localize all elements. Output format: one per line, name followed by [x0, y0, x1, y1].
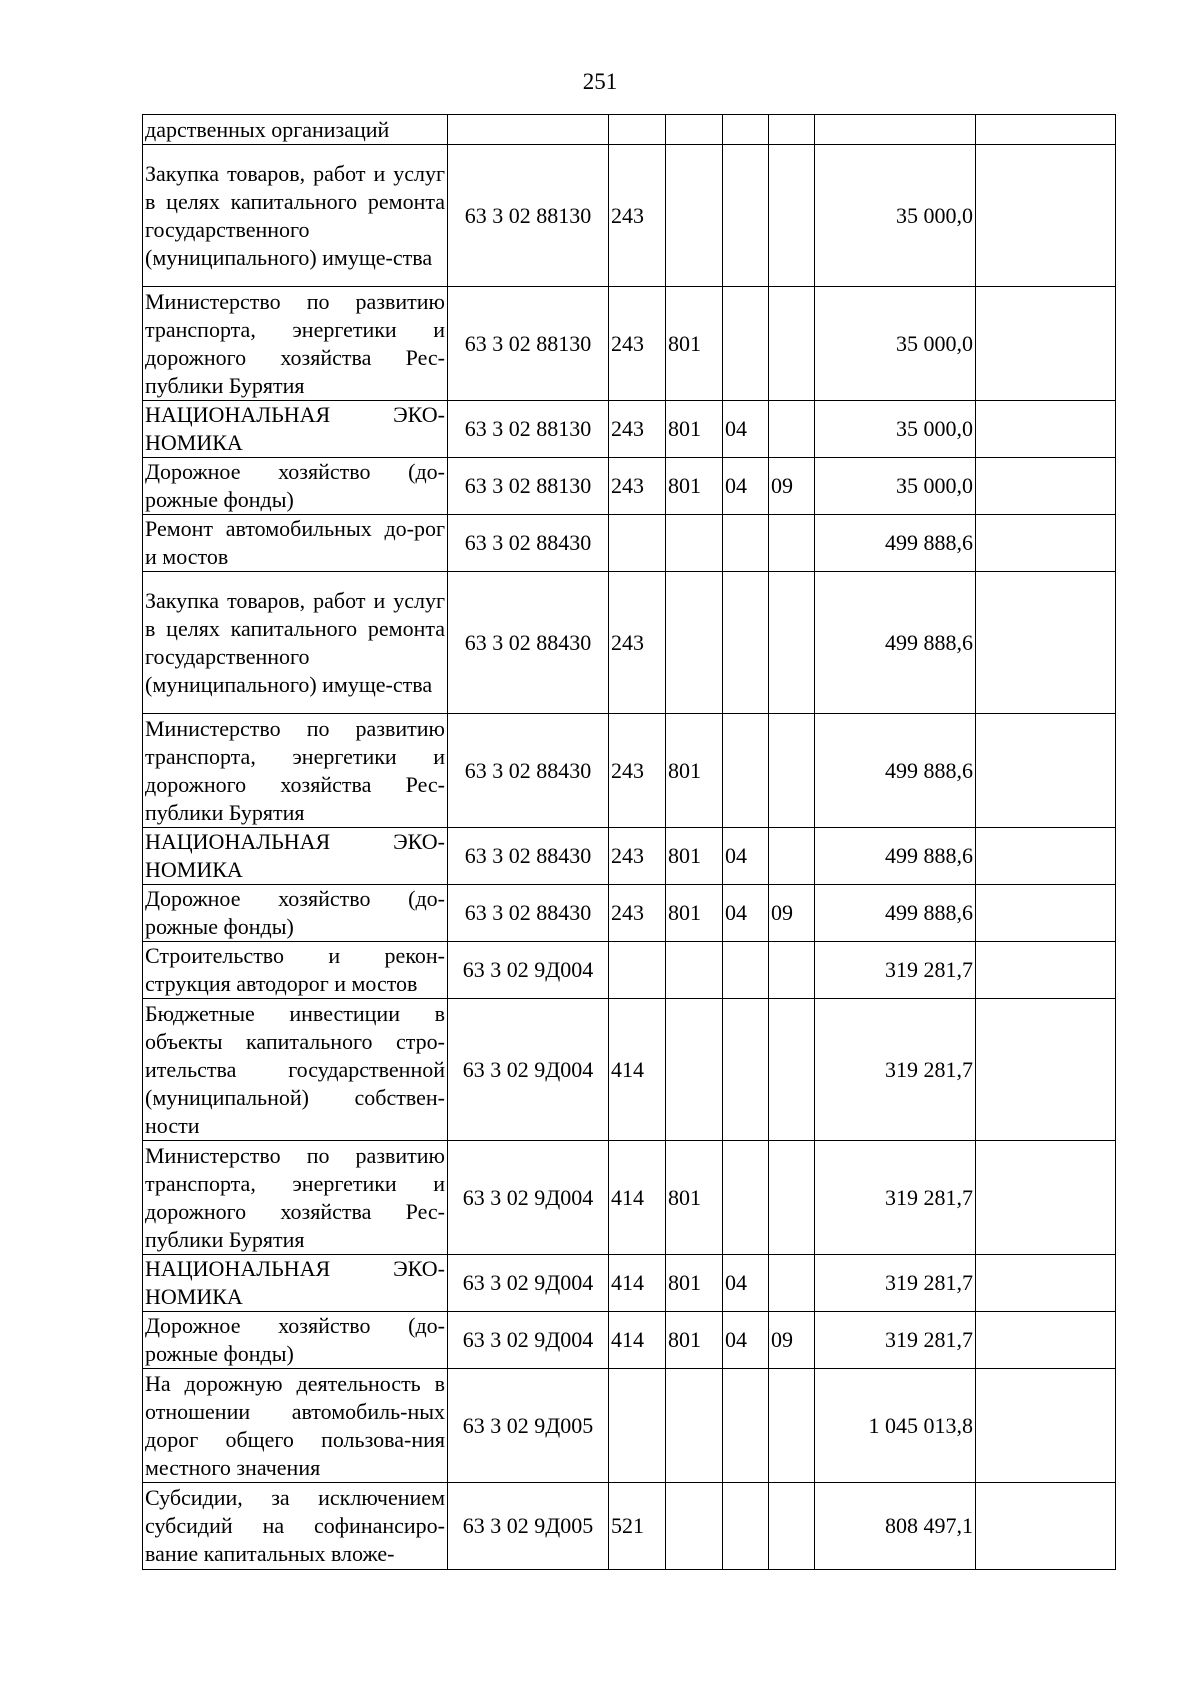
target-article-cell: 63 3 02 9Д004 — [448, 1255, 609, 1312]
table-body — [143, 115, 1116, 1570]
table-row — [143, 115, 1116, 145]
subsection-code-cell — [769, 1369, 815, 1483]
expense-type-cell: 243 — [609, 885, 666, 942]
department-code-cell: 801 — [666, 828, 723, 885]
subsection-code-cell — [769, 115, 815, 145]
table-row — [143, 515, 1116, 572]
table-row — [143, 1255, 1116, 1312]
section-code-cell: 04 — [723, 885, 769, 942]
subsection-code-cell — [769, 942, 815, 999]
expense-type-cell: 414 — [609, 1141, 666, 1255]
section-code-cell — [723, 115, 769, 145]
department-code-cell: 801 — [666, 1255, 723, 1312]
subsection-code-cell — [769, 999, 815, 1141]
subsection-code-cell — [769, 714, 815, 828]
department-code-cell: 801 — [666, 287, 723, 401]
department-code-cell — [666, 145, 723, 287]
section-code-cell — [723, 1483, 769, 1570]
row-name-cell: Дорожное хозяйство (до-рожные фонды) — [143, 458, 448, 515]
subsection-code-cell — [769, 287, 815, 401]
expense-type-cell — [609, 942, 666, 999]
expense-type-cell: 243 — [609, 714, 666, 828]
empty-cell — [976, 458, 1116, 515]
table-row — [143, 828, 1116, 885]
amount-cell: 319 281,7 — [815, 1141, 976, 1255]
section-code-cell — [723, 1141, 769, 1255]
subsection-code-cell — [769, 1483, 815, 1570]
row-name-cell: Закупка товаров, работ и услуг в целях капитального ремонта государственного (муниципального) имуще-ства — [143, 572, 448, 714]
subsection-code-cell — [769, 515, 815, 572]
empty-cell — [976, 1369, 1116, 1483]
expense-type-cell: 521 — [609, 1483, 666, 1570]
empty-cell — [976, 401, 1116, 458]
empty-cell — [976, 885, 1116, 942]
section-code-cell — [723, 714, 769, 828]
row-name-cell: НАЦИОНАЛЬНАЯ ЭКО-НОМИКА — [143, 401, 448, 458]
row-name-cell: Министерство по развитию транспорта, энергетики и дорожного хозяйства Рес-публики Бурятия — [143, 714, 448, 828]
empty-cell — [976, 1312, 1116, 1369]
table-row — [143, 1141, 1116, 1255]
department-code-cell — [666, 942, 723, 999]
department-code-cell — [666, 572, 723, 714]
expense-type-cell: 414 — [609, 1255, 666, 1312]
row-name-cell: Бюджетные инвестиции в объекты капитального стро-ительства государственной (муниципальной) собствен-ности — [143, 999, 448, 1141]
amount-cell: 319 281,7 — [815, 942, 976, 999]
table-row — [143, 145, 1116, 287]
budget-table — [142, 114, 1116, 1570]
section-code-cell — [723, 287, 769, 401]
empty-cell — [976, 828, 1116, 885]
subsection-code-cell — [769, 401, 815, 458]
department-code-cell: 801 — [666, 1141, 723, 1255]
amount-cell: 499 888,6 — [815, 572, 976, 714]
expense-type-cell: 243 — [609, 572, 666, 714]
department-code-cell — [666, 999, 723, 1141]
target-article-cell: 63 3 02 88430 — [448, 714, 609, 828]
row-name-cell: Субсидии, за исключением субсидий на софинансиро-вание капитальных вложе- — [143, 1483, 448, 1570]
table-row — [143, 1312, 1116, 1369]
department-code-cell: 801 — [666, 458, 723, 515]
subsection-code-cell — [769, 145, 815, 287]
empty-cell — [976, 572, 1116, 714]
amount-cell: 319 281,7 — [815, 1312, 976, 1369]
subsection-code-cell — [769, 1141, 815, 1255]
target-article-cell: 63 3 02 88430 — [448, 885, 609, 942]
section-code-cell — [723, 942, 769, 999]
section-code-cell — [723, 572, 769, 714]
empty-cell — [976, 942, 1116, 999]
subsection-code-cell — [769, 828, 815, 885]
expense-type-cell: 414 — [609, 999, 666, 1141]
amount-cell: 319 281,7 — [815, 999, 976, 1141]
empty-cell — [976, 515, 1116, 572]
section-code-cell — [723, 515, 769, 572]
section-code-cell: 04 — [723, 458, 769, 515]
target-article-cell: 63 3 02 9Д004 — [448, 1312, 609, 1369]
amount-cell: 319 281,7 — [815, 1255, 976, 1312]
table-row — [143, 572, 1116, 714]
section-code-cell: 04 — [723, 828, 769, 885]
empty-cell — [976, 1483, 1116, 1570]
target-article-cell: 63 3 02 88130 — [448, 401, 609, 458]
row-name-cell: На дорожную деятельность в отношении автомобиль-ных дорог общего пользова-ния местного значения — [143, 1369, 448, 1483]
table-row — [143, 714, 1116, 828]
table-row — [143, 458, 1116, 515]
row-name-cell: Строительство и рекон-струкция автодорог и мостов — [143, 942, 448, 999]
department-code-cell — [666, 1483, 723, 1570]
amount-cell: 499 888,6 — [815, 885, 976, 942]
target-article-cell: 63 3 02 88430 — [448, 828, 609, 885]
amount-cell — [815, 115, 976, 145]
target-article-cell: 63 3 02 88130 — [448, 145, 609, 287]
table-row — [143, 885, 1116, 942]
amount-cell: 499 888,6 — [815, 828, 976, 885]
empty-cell — [976, 287, 1116, 401]
target-article-cell: 63 3 02 9Д004 — [448, 942, 609, 999]
row-name-cell: Ремонт автомобильных до-рог и мостов — [143, 515, 448, 572]
amount-cell: 35 000,0 — [815, 401, 976, 458]
row-name-cell: Министерство по развитию транспорта, энергетики и дорожного хозяйства Рес-публики Бурятия — [143, 1141, 448, 1255]
department-code-cell: 801 — [666, 714, 723, 828]
section-code-cell — [723, 145, 769, 287]
target-article-cell: 63 3 02 88430 — [448, 572, 609, 714]
target-article-cell: 63 3 02 9Д005 — [448, 1483, 609, 1570]
empty-cell — [976, 115, 1116, 145]
row-name-cell: Закупка товаров, работ и услуг в целях капитального ремонта государственного (муниципального) имуще-ства — [143, 145, 448, 287]
amount-cell: 35 000,0 — [815, 458, 976, 515]
target-article-cell: 63 3 02 88130 — [448, 287, 609, 401]
amount-cell: 808 497,1 — [815, 1483, 976, 1570]
target-article-cell — [448, 115, 609, 145]
page-number: 251 — [582, 69, 618, 94]
subsection-code-cell — [769, 1255, 815, 1312]
row-name-cell: НАЦИОНАЛЬНАЯ ЭКО-НОМИКА — [143, 828, 448, 885]
expense-type-cell: 243 — [609, 287, 666, 401]
expense-type-cell: 243 — [609, 828, 666, 885]
department-code-cell: 801 — [666, 401, 723, 458]
row-name-cell: НАЦИОНАЛЬНАЯ ЭКО-НОМИКА — [143, 1255, 448, 1312]
target-article-cell: 63 3 02 88430 — [448, 515, 609, 572]
table-row — [143, 942, 1116, 999]
table-row — [143, 287, 1116, 401]
section-code-cell: 04 — [723, 401, 769, 458]
table-row — [143, 999, 1116, 1141]
department-code-cell: 801 — [666, 1312, 723, 1369]
empty-cell — [976, 714, 1116, 828]
row-name-cell: дарственных организаций — [143, 115, 448, 145]
row-name-cell: Министерство по развитию транспорта, энергетики и дорожного хозяйства Рес-публики Бурятия — [143, 287, 448, 401]
row-name-cell: Дорожное хозяйство (до-рожные фонды) — [143, 885, 448, 942]
amount-cell: 35 000,0 — [815, 287, 976, 401]
expense-type-cell: 414 — [609, 1312, 666, 1369]
department-code-cell — [666, 115, 723, 145]
section-code-cell: 04 — [723, 1255, 769, 1312]
row-name-cell: Дорожное хозяйство (до-рожные фонды) — [143, 1312, 448, 1369]
amount-cell: 499 888,6 — [815, 515, 976, 572]
subsection-code-cell — [769, 572, 815, 714]
expense-type-cell — [609, 1369, 666, 1483]
empty-cell — [976, 1255, 1116, 1312]
table-row — [143, 1369, 1116, 1483]
table-row — [143, 401, 1116, 458]
table-row — [143, 1483, 1116, 1570]
empty-cell — [976, 145, 1116, 287]
expense-type-cell: 243 — [609, 145, 666, 287]
section-code-cell — [723, 1369, 769, 1483]
subsection-code-cell: 09 — [769, 885, 815, 942]
department-code-cell — [666, 515, 723, 572]
section-code-cell: 04 — [723, 1312, 769, 1369]
expense-type-cell — [609, 115, 666, 145]
department-code-cell: 801 — [666, 885, 723, 942]
amount-cell: 35 000,0 — [815, 145, 976, 287]
target-article-cell: 63 3 02 88130 — [448, 458, 609, 515]
target-article-cell: 63 3 02 9Д004 — [448, 999, 609, 1141]
subsection-code-cell: 09 — [769, 1312, 815, 1369]
expense-type-cell — [609, 515, 666, 572]
section-code-cell — [723, 999, 769, 1141]
amount-cell: 1 045 013,8 — [815, 1369, 976, 1483]
target-article-cell: 63 3 02 9Д004 — [448, 1141, 609, 1255]
expense-type-cell: 243 — [609, 401, 666, 458]
target-article-cell: 63 3 02 9Д005 — [448, 1369, 609, 1483]
department-code-cell — [666, 1369, 723, 1483]
empty-cell — [976, 1141, 1116, 1255]
expense-type-cell: 243 — [609, 458, 666, 515]
empty-cell — [976, 999, 1116, 1141]
subsection-code-cell: 09 — [769, 458, 815, 515]
amount-cell: 499 888,6 — [815, 714, 976, 828]
